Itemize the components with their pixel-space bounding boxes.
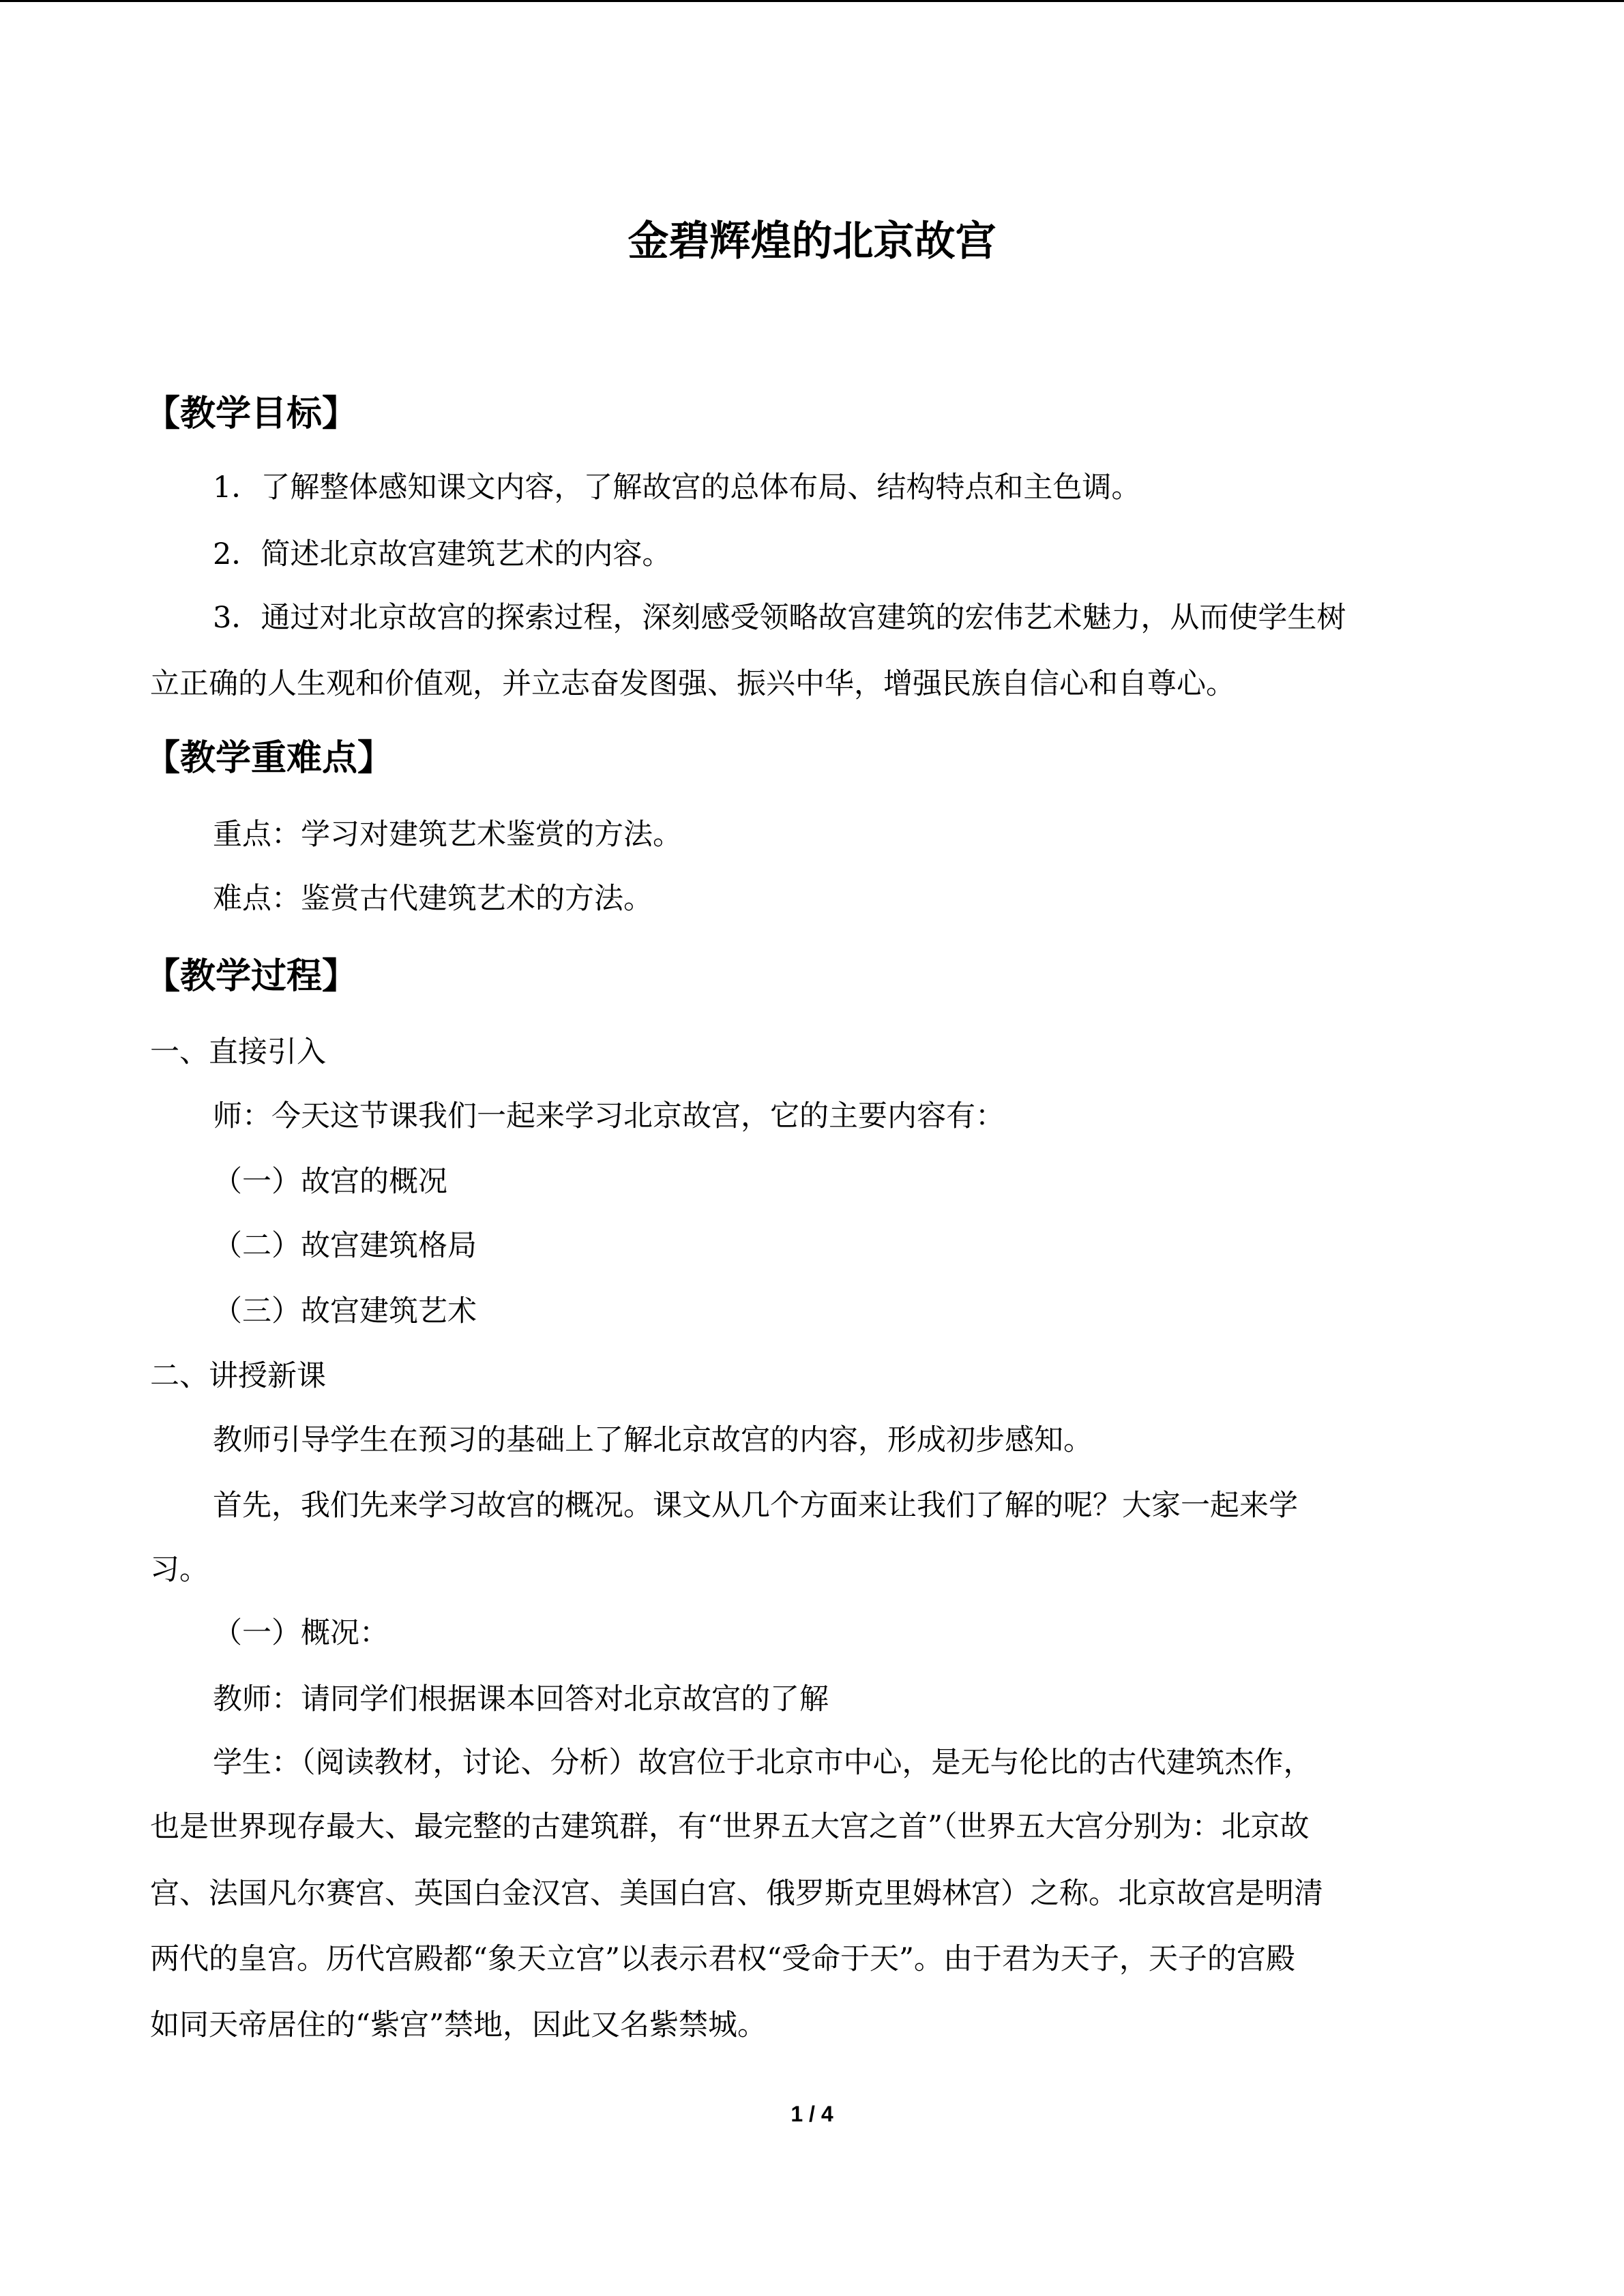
difficult-point: 难点：鉴赏古代建筑艺术的方法。 — [213, 882, 653, 916]
paragraph-1: 教师引导学生在预习的基础上了解北京故宫的内容，形成初步感知。 — [213, 1423, 1093, 1457]
subsection-1-title: （一）概况： — [213, 1616, 389, 1650]
key-point: 重点：学习对建筑艺术鉴赏的方法。 — [213, 818, 682, 852]
student-line-2: 也是世界现存最大、最完整的古建筑群，有“世界五大宫之首”（世界五大宫分别为：北京故 — [150, 1810, 1310, 1844]
student-line-1: 学生：（阅读教材，讨论、分析）故宫位于北京市中心，是无与伦比的古代建筑杰作， — [213, 1746, 1313, 1780]
part1-title: 一、直接引入 — [150, 1035, 326, 1069]
outline-item-2: （二）故宫建筑格局 — [213, 1229, 477, 1263]
process-heading: 【教学过程】 — [145, 956, 358, 997]
objective-item-3: 3．通过对北京故宫的探索过程，深刻感受领略故宫建筑的宏伟艺术魅力，从而使学生树 — [213, 601, 1346, 635]
key-points-heading: 【教学重难点】 — [145, 738, 394, 779]
student-line-3: 宫、法国凡尔赛宫、英国白金汉宫、美国白宫、俄罗斯克里姆林宫）之称。北京故宫是明清 — [150, 1877, 1323, 1911]
intro-line: 师：今天这节课我们一起来学习北京故宫，它的主要内容有： — [213, 1099, 1005, 1133]
objective-item-2: 2．简述北京故宫建筑艺术的内容。 — [213, 537, 672, 571]
outline-item-3: （三）故宫建筑艺术 — [213, 1294, 477, 1328]
top-border-line — [0, 0, 1624, 2]
page-number: 1 / 4 — [791, 2102, 833, 2126]
teacher-line: 教师：请同学们根据课本回答对北京故宫的了解 — [213, 1682, 829, 1716]
student-line-5: 如同天帝居住的“紫宫”禁地，因此又名紫禁城。 — [150, 2008, 767, 2042]
outline-item-1: （一）故宫的概况 — [213, 1165, 447, 1199]
paragraph-2-line-2: 习。 — [150, 1553, 209, 1587]
objective-item-3-cont: 立正确的人生观和价值观，并立志奋发图强、振兴中华，增强民族自信心和自尊心。 — [150, 667, 1235, 701]
document-title: 金碧辉煌的北京故宫 — [628, 218, 996, 265]
part2-title: 二、讲授新课 — [150, 1359, 326, 1393]
student-line-4: 两代的皇宫。历代宫殿都“象天立宫”以表示君权“受命于天”。由于君为天子，天子的宫殿 — [150, 1942, 1295, 1976]
objectives-heading: 【教学目标】 — [145, 393, 358, 434]
objective-item-1: 1．了解整体感知课文内容，了解故宫的总体布局、结构特点和主色调。 — [213, 471, 1141, 505]
paragraph-2-line-1: 首先，我们先来学习故宫的概况。课文从几个方面来让我们了解的呢？大家一起来学 — [213, 1489, 1298, 1523]
